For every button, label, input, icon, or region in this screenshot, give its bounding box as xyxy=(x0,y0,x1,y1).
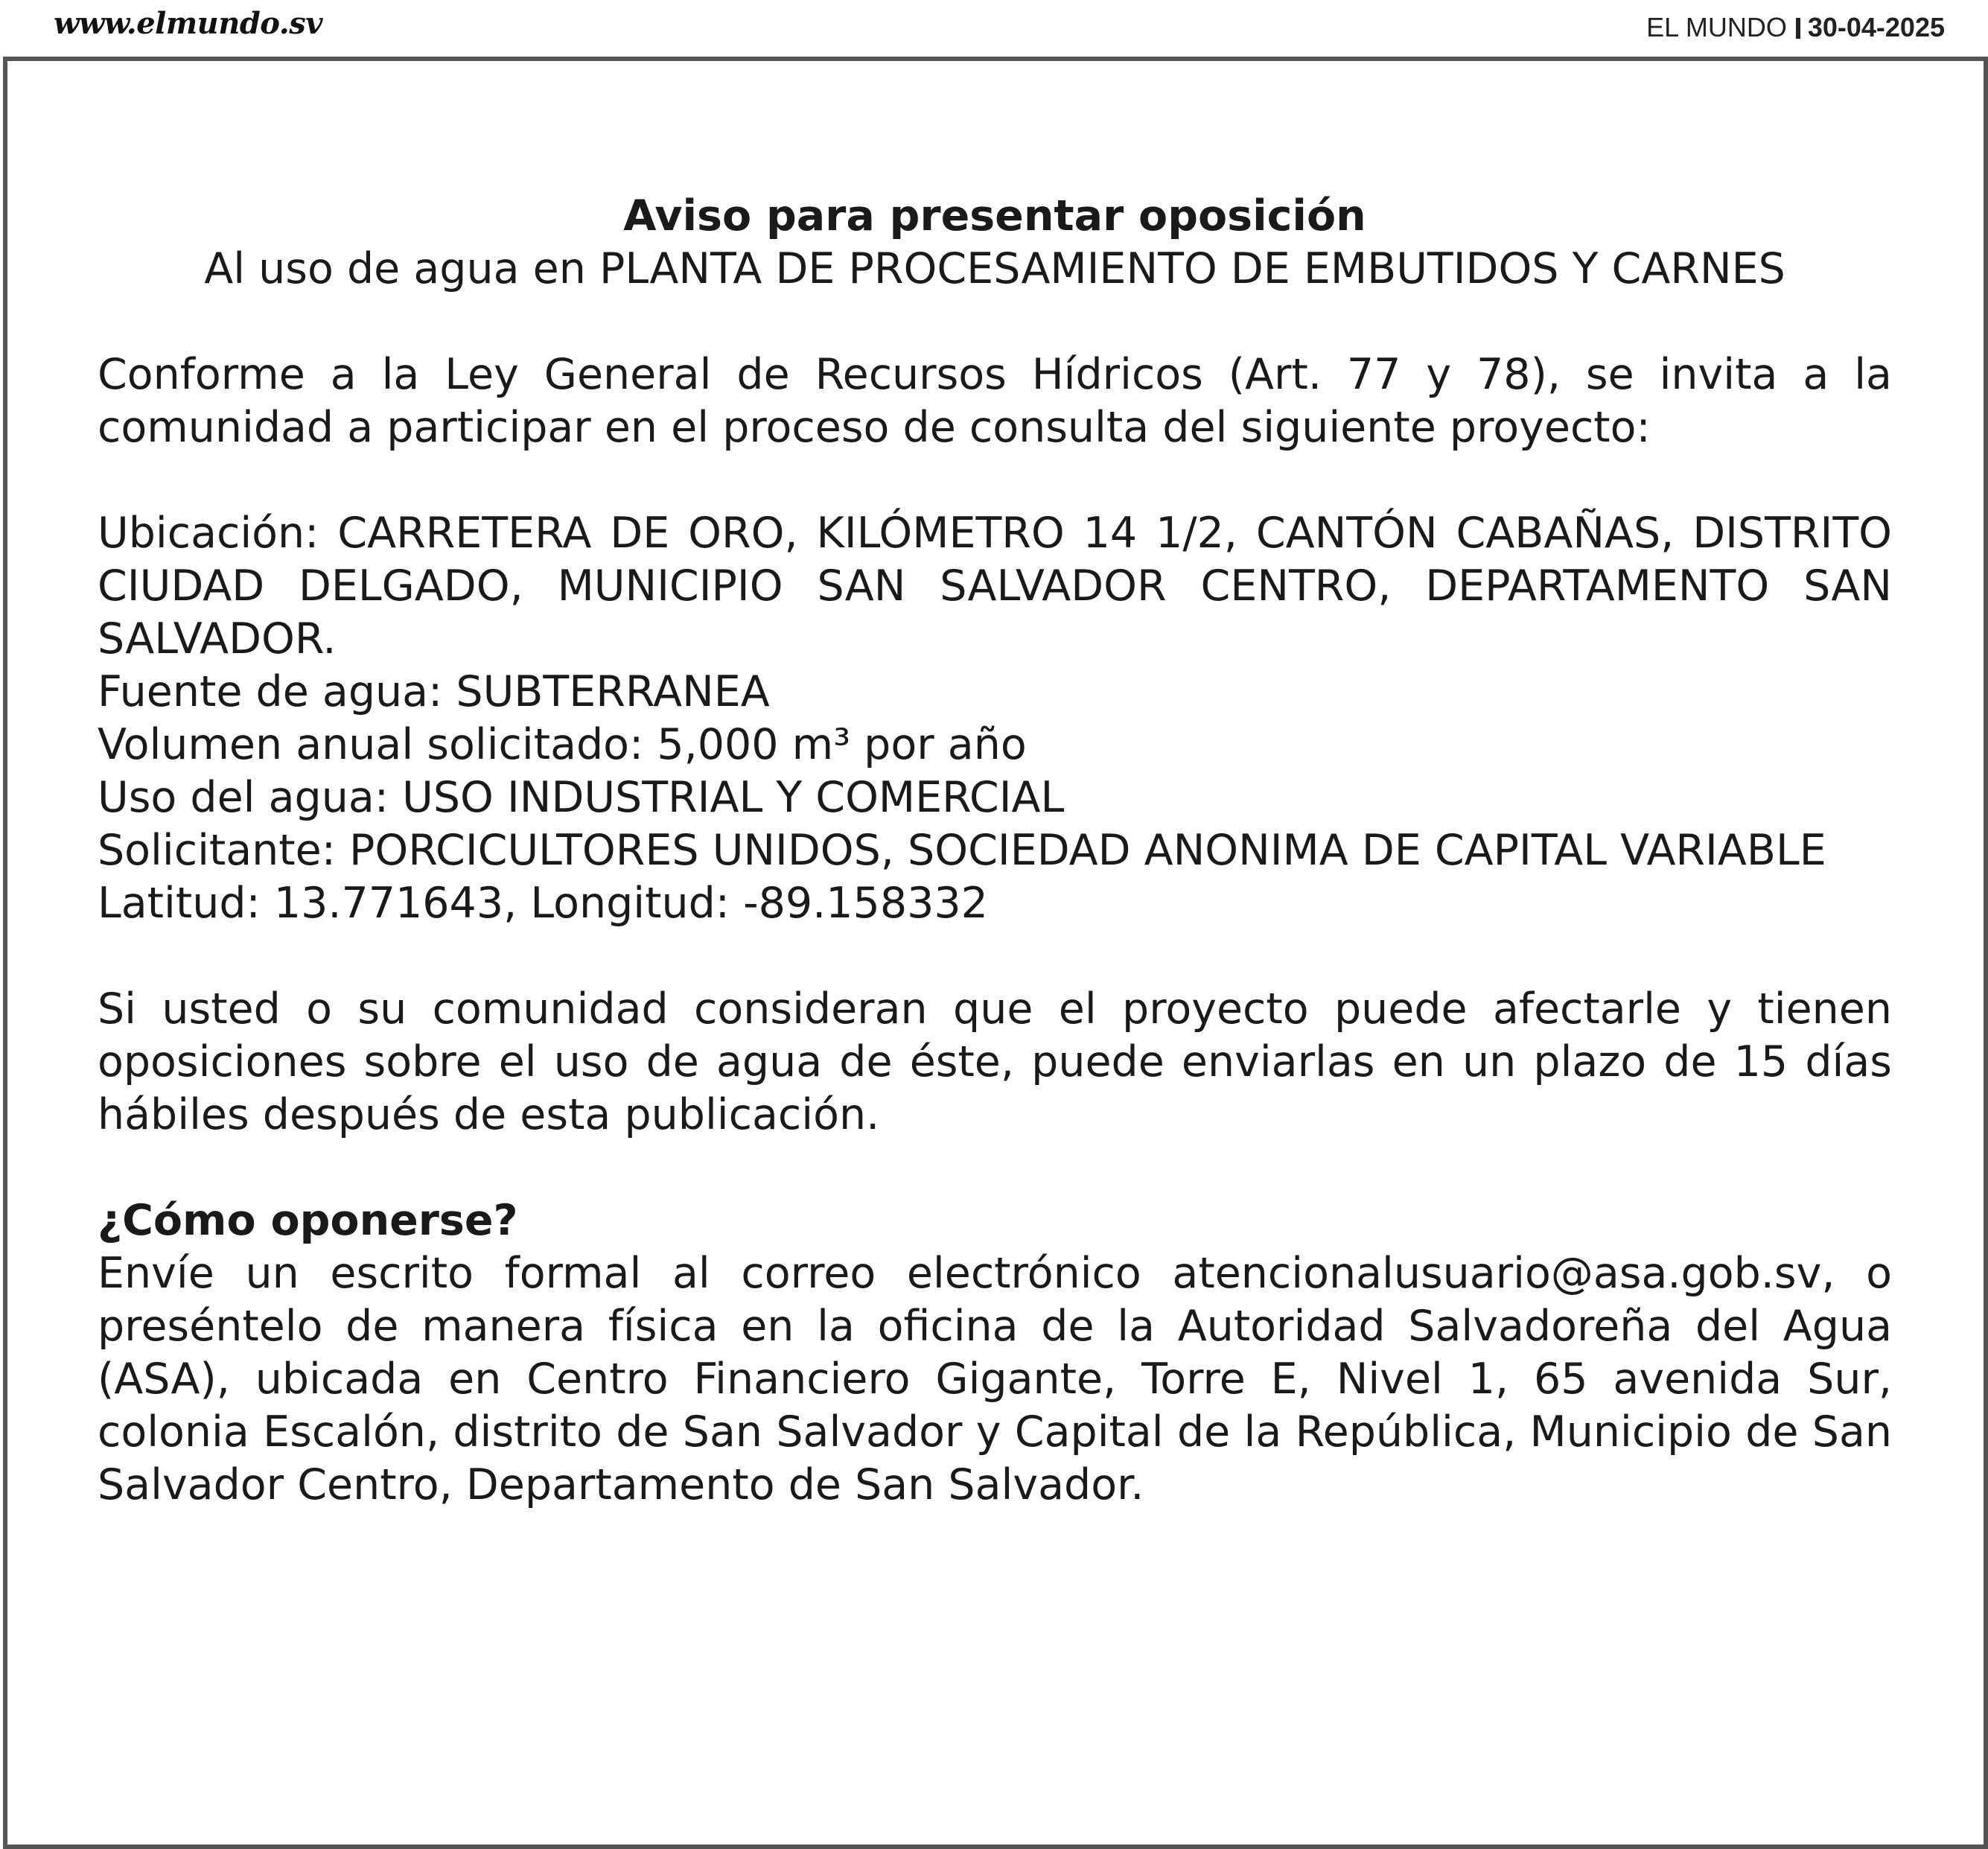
notice-subtitle: Al uso de agua en PLANTA DE PROCESAMIENTO DE EMBUTIDOS Y CARNES xyxy=(204,244,1785,293)
notice-title: Aviso para presentar oposición xyxy=(623,191,1366,241)
opposition-paragraph: Si usted o su comunidad consideran que el proyecto puede afectarle y tienen oposiciones sobre el uso de agua de éste, puede enviarlas en un plazo de 15 días hábiles después de esta publicación. xyxy=(98,984,1892,1139)
spacer xyxy=(98,1142,1892,1194)
masthead xyxy=(0,0,1988,57)
water-source-line: Fuente de agua: SUBTERRANEA xyxy=(98,667,770,716)
how-to-oppose-text: Envíe un escrito formal al correo electrónico atencionalusuario@asa.gob.sv, o preséntelo de manera física en la oficina de la Autoridad Salvadoreña del Agua (ASA), ubicada en Centro Financiero Gigante, Torre E, Nivel 1, 65 avenida Sur, colonia Escalón, distrito de San Salvador y Capital de la República, Municipio de San Salvador Centro, Departamento de San Salvador. xyxy=(98,1249,1892,1509)
intro-paragraph: Conforme a la Ley General de Recursos Hídricos (Art. 77 y 78), se invita a la comunidad a participar en el proceso de consulta del siguiente proyecto: xyxy=(98,350,1892,452)
publication-name: EL MUNDO xyxy=(1646,12,1787,42)
how-to-oppose-heading: ¿Cómo oponerse? xyxy=(98,1196,518,1245)
spacer xyxy=(98,296,1892,349)
coordinates-line: Latitud: 13.771643, Longitud: -89.158332 xyxy=(98,879,988,928)
publication-date: 30-04-2025 xyxy=(1807,12,1945,42)
location-line: Ubicación: CARRETERA DE ORO, KILÓMETRO 14 1/2, CANTÓN CABAÑAS, DISTRITO CIUDAD DELGADO, MUNICIPIO SAN SALVADOR CENTRO, DEPARTAMENTO SAN SALVADOR. xyxy=(98,509,1892,663)
applicant-line: Solicitante: PORCICULTORES UNIDOS, SOCIEDAD ANONIMA DE CAPITAL VARIABLE xyxy=(98,826,1826,875)
notice-body xyxy=(98,190,1892,1512)
site-url[interactable]: www.elmundo.sv xyxy=(54,6,322,41)
annual-volume-line: Volumen anual solicitado: 5,000 m³ por año xyxy=(98,720,1027,769)
issue-info xyxy=(1646,12,1945,43)
water-use-line: Uso del agua: USO INDUSTRIAL Y COMERCIAL xyxy=(98,773,1065,822)
spacer xyxy=(98,454,1892,507)
separator-bar xyxy=(1796,18,1800,39)
spacer xyxy=(98,930,1892,983)
